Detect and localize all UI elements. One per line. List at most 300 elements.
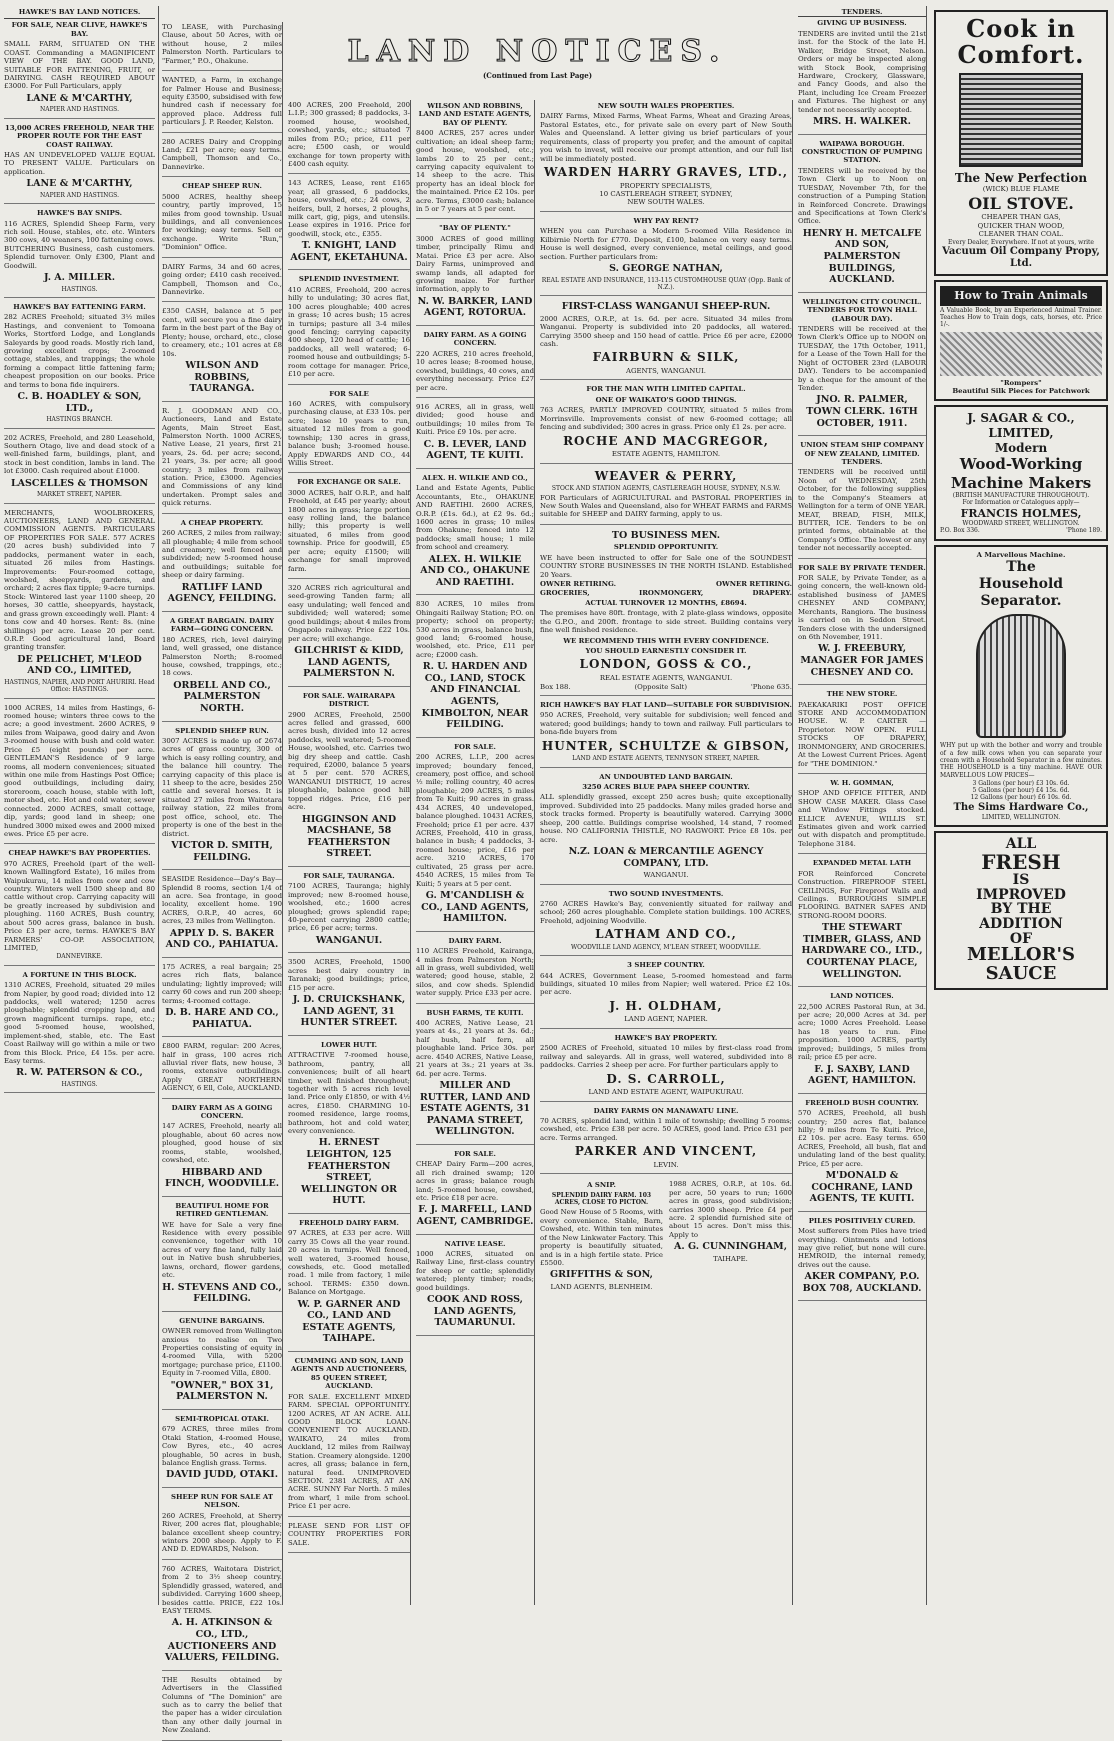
ad-body: 110 ACRES Freehold, Kairanga, 4 miles from Palmerston North; all in grass, well subdivided, well watered; good house, stable, 2 silos, and cow sheds. Splendid water supply. Price £33 per acre. bbox=[416, 947, 534, 998]
ad-agent: JNO. R. PALMER, TOWN CLERK. 16TH OCTOBER, 1911. bbox=[806, 394, 918, 429]
ad-heading: BUSH FARMS, TE KUITI. bbox=[426, 1008, 524, 1017]
ad-list bbox=[4, 21, 155, 1093]
ad-cell: P.O. Box 336. bbox=[940, 527, 980, 535]
ad-agent: VICTOR D. SMITH, FEILDING. bbox=[171, 840, 273, 863]
ad-body: HAS AN UNDEVELOPED VALUE EQUAL TO PRESENT VALUE. Particulars on application. bbox=[4, 150, 155, 176]
ad-body: 3000 ACRES, half O.R.P., and half Freehold, at £45 per yearly; about 1800 acres in grass; large portion easy rolling land, the balance hilly; this property is well situated, 6 miles from good township. Price for goodwill, £5 per acre; equity £1500; will exchange for small improved farm. bbox=[288, 488, 410, 573]
ad-headline: Cook in bbox=[966, 14, 1076, 43]
ad-agent: DAVID JUDD, OTAKI. bbox=[165, 1469, 278, 1481]
ad-heading: CUMMING AND SON, LAND AGENTS AND AUCTIONEERS, 85 QUEEN STREET, AUCKLAND. bbox=[290, 1357, 408, 1391]
classified-ad bbox=[4, 303, 155, 429]
classified-ad bbox=[162, 182, 282, 257]
ad-heading: FOR SALE BY PRIVATE TENDER. bbox=[798, 563, 926, 572]
column-two bbox=[162, 22, 283, 1735]
ad-body: 970 ACRES, Freehold (part of the well-known Wallingford Estate), 16 miles from Waipukurau, 14 miles from cow and cow country. Winters well 1500 sheep and 80 cattle without crop. Carrying capacity will be greatly increased by subdivision and ploughing. 1160 ACRES, Bush country, about 500 acres grass, balance in bush. Price £3 per acre, terms. HAWKE'S BAY FARMERS' CO-OP. ASSOCIATION, LIMITED, bbox=[4, 859, 155, 952]
ad-heading: FOR SALE, TAURANGA. bbox=[303, 871, 395, 880]
ad-place: MARKET STREET, NAPIER. bbox=[37, 491, 122, 499]
classified-ad bbox=[416, 1009, 534, 1145]
ad-body: 950 ACRES, Freehold, very suitable for subdivision; well fenced and watered; good buildings; handy to town and railway. Full particulars to bona-fide buyers from bbox=[540, 711, 792, 737]
classified-ad bbox=[416, 474, 534, 596]
ad-heading: SPLENDID INVESTMENT. bbox=[298, 275, 400, 284]
classified-ad bbox=[288, 179, 410, 270]
ad-line: 10 CASTLEREAGH STREET, SYDNEY, bbox=[599, 190, 733, 198]
ad-body: Land and Estate Agents, Public Accountants, Etc., OHAKUNE AND RAETIHI. 2600 ACRES, O.R.P. (£1s. 6d.), at £2 9s. 6d.; 1600 acres in grass; 10 miles from Ohakune; fenced into 12 paddocks; small house; 1 mile from school and creamery. bbox=[416, 484, 534, 552]
classified-ad bbox=[798, 779, 926, 854]
column-header: TENDERS. bbox=[798, 8, 926, 17]
classified-ad bbox=[798, 298, 926, 436]
classified-ad bbox=[162, 875, 282, 958]
classified-ad bbox=[798, 1099, 926, 1212]
ad-cell: GROCERIES, bbox=[540, 588, 590, 597]
ad-heading: FOR SALE bbox=[329, 389, 369, 398]
ad-place: TAIHAPE. bbox=[713, 1254, 748, 1263]
ad-place: HASTINGS. bbox=[61, 285, 98, 293]
ad-place: LAND AGENT, NAPIER. bbox=[624, 1015, 708, 1024]
page-subtitle: (Continued from Last Page) bbox=[482, 71, 593, 80]
oil-stove-illustration bbox=[959, 73, 1083, 167]
ad-heading: 3 SHEEP COUNTRY. bbox=[627, 961, 705, 970]
ad-heading: TO BUSINESS MEN. bbox=[611, 529, 721, 541]
ad-row bbox=[940, 527, 1102, 534]
ad-subheading: 3250 ACRES BLUE PAPA SHEEP COUNTRY. bbox=[582, 782, 750, 791]
ad-body: 1000 ACRES, situated on Railway Line, first-class country for sheep or cattle; splendidly watered; plenty timber; roads; good buildings. bbox=[416, 1250, 534, 1292]
ad-heading: DAIRY FARM. AS A GOING CONCERN. bbox=[423, 331, 527, 348]
ad-heading: SHEEP RUN FOR SALE AT NELSON. bbox=[171, 1492, 273, 1510]
ad-row bbox=[540, 580, 792, 588]
ad-body: 260 ACRES, 2 miles from railway; all ploughable; 4 mile from school and creamery; well fenced and subdivided; new 5-roomed house and outbuildings; suitable for sheep or dairy farming. bbox=[162, 529, 282, 580]
classified-ad bbox=[162, 263, 282, 303]
ad-agent: HIGGINSON AND MACSHANE, 58 FEATHERSTON STREET. bbox=[301, 813, 397, 860]
ad-place: WOODVILLE LAND AGENCY, M'LEAN STREET, WOODVILLE. bbox=[571, 943, 761, 951]
ad-heading: A GREAT BARGAIN. DAIRY FARM—GOING CONCERN. bbox=[169, 616, 275, 634]
ad-heading: SEMI-TROPICAL OTAKI. bbox=[175, 1414, 269, 1423]
ad-body: FOR Reinforced Concrete Construction. FIREPROOF STEEL CEILINGS, For Fireproof Walls and Ceilings. BURROUGHS SIMPLE FLOORING. BATNER SAFES AND STRONG-ROOM DOORS. bbox=[798, 869, 926, 920]
ad-body: 410 ACRES, Freehold, 200 acres hilly to undulating; 30 acres flat, 100 acres ploughable; 400 acres in grass; 10 acres bush; 15 acres in turnips; pasture all 3-4 miles good fencing; carrying capacity 400 sheep, 120 head of cattle; 16 paddocks, all well watered; 6-roomed house and outbuildings; 5-room cottage for manager. Price, £10 per acre. bbox=[288, 285, 410, 379]
ad-headline: SAUCE bbox=[985, 963, 1057, 985]
ad-list bbox=[416, 102, 534, 1336]
ad-body: SMALL FARM, SITUATED ON THE COAST. Commanding a MAGNIFICENT VIEW OF THE BAY. GOOD LAND, SUITABLE FOR FATTENING, FRUIT, or DAIRYING. CASH REQUIRED ABOUT £3000. For Full Particulars, apply bbox=[4, 40, 155, 91]
column-header: HAWKE'S BAY LAND NOTICES. bbox=[4, 8, 155, 19]
ad-place: HASTINGS BRANCH. bbox=[46, 416, 113, 424]
ad-limited-capital bbox=[540, 385, 792, 463]
ad-place: DANNEVIRKE. bbox=[56, 953, 103, 961]
ad-body: DAIRY Farms, 34 and 60 acres, going order; £410 cash received. Campbell, Thomson and Co., Dannevirke. bbox=[162, 262, 282, 296]
ad-agent: J. A. MILLER. bbox=[43, 272, 116, 284]
ad-vincent bbox=[540, 1107, 792, 1175]
classified-ad bbox=[416, 600, 534, 737]
ad-body: 320 ACRES rich agricultural and seed-growing Tanden farm; all easy undulating; well fenced and subdivided; well watered; some good buildings; about 4 miles from Ongapolo railway. Price £22 10s. per acre; will exchange. bbox=[288, 583, 410, 643]
ad-agent: C. B. HOADLEY & SON, LTD., bbox=[17, 391, 142, 414]
ad-heading: ALEX. H. WILKIE AND CO., bbox=[422, 473, 528, 482]
ad-agent: DE PELICHET, M'LEOD AND CO., LIMITED, bbox=[17, 653, 142, 677]
ad-agent: F. J. MARFELL, LAND AGENT, CAMBRIDGE. bbox=[416, 1204, 534, 1227]
ad-headline: The bbox=[1006, 559, 1036, 576]
classified-ad bbox=[288, 1357, 410, 1517]
ad-agent: LANE & M'CARTHY, bbox=[26, 92, 133, 104]
ad-agent: J. H. OLDHAM, bbox=[609, 998, 723, 1013]
ad-agent: HIBBARD AND FINCH, WOODVILLE. bbox=[164, 1166, 280, 1190]
ad-line: STOCK AND STATION AGENTS, CASTLEREAGH HOUSE, SYDNEY, N.S.W. bbox=[551, 485, 781, 493]
ad-body: TO LEASE, with Purchasing Clause, about 50 Acres, with or without house, 2 miles Palmerston North. Particulars to "Farmer," P.O., Ohakune. bbox=[162, 23, 282, 65]
ad-agent: LASCELLES & THOMSON bbox=[10, 477, 149, 489]
ad-agent: S. GEORGE NATHAN, bbox=[609, 262, 723, 274]
ad-headline: Machine Makers bbox=[950, 473, 1092, 492]
ad-body: SEASIDE Residence—Day's Bay—Splendid 8 rooms, section 1/4 of an acre. Sea frontage, in good locality, excellent home. 190 ACRES, O.R.P., 40 acres, 60 acres, 23 miles from Wellington. bbox=[162, 875, 282, 926]
ad-headline: OF bbox=[1009, 930, 1033, 947]
ad-line: CLEANER THAN COAL. bbox=[978, 230, 1064, 239]
ad-heading: UNION STEAM SHIP COMPANY OF NEW ZEALAND, LIMITED. TENDERS. bbox=[800, 441, 924, 466]
masthead bbox=[290, 34, 785, 80]
ad-agent: W. J. FREEBURY, MANAGER FOR JAMES CHESNEY AND CO. bbox=[800, 643, 924, 678]
column-four bbox=[416, 100, 535, 1605]
ad-body: FOR Particulars of AGRICULTURAL and PASTORAL PROPERTIES in New South Wales and Queensland, also for WHEAT FARMS and FARMS suitable for SHEEP and DAIRY farming, apply to us. bbox=[540, 493, 792, 519]
classified-ad bbox=[162, 1565, 282, 1671]
classified-ad bbox=[162, 617, 282, 722]
ad-oldham bbox=[540, 961, 792, 1029]
ad-agent: A. H. ATKINSON & CO., LTD., AUCTIONEERS AND VALUERS, FEILDING. bbox=[164, 1617, 280, 1664]
ad-papa bbox=[540, 773, 792, 885]
ad-mellors-sauce bbox=[934, 831, 1108, 990]
ad-body: 5000 ACRES, healthy sheep country, partly improved, 15 miles from good township. Usual buildings, and all conveniences for working; easy terms. Sell or exchange. Write "Run," "Dominion" Office. bbox=[162, 192, 282, 252]
ad-headline: MELLOR'S bbox=[966, 944, 1076, 966]
ad-body: DAIRY Farms, Mixed Farms, Wheat Farms, Wheat and Grazing Areas, Pastoral Estates, etc., for private sale on every part of New South Wales and Queensland. A letter giving us brief particulars of your requirements, class of property you prefer, and the amount of capital you wish to invest, will receive our prompt attention, and our full list will be immediately posted. bbox=[540, 112, 792, 163]
ad-body: 763 ACRES, PARTLY IMPROVED COUNTRY, situated 5 miles from Morrinsville. Improvements consist of new 6-roomed cottage; all fencing and subdivided; 300 acres in grass. Price only £1 2s. per acre. bbox=[540, 406, 792, 432]
ad-body: PAEKAKARIKI POST OFFICE STORE AND ACCOMMODATION HOUSE. W. P. CARTER — Proprietor. NOW OPEN. FULL STOCKS OF DRAPERY, IRONMONGERY, AND GROCERIES. At the Lowest Current Prices. Agent for "THE DOMINION." bbox=[798, 700, 926, 768]
ad-agent: A. G. CUNNINGHAM, bbox=[674, 1241, 787, 1253]
ad-place: LIMITED, WELLINGTON. bbox=[981, 813, 1061, 821]
classified-ad bbox=[162, 963, 282, 1037]
ad-body: FOR SALE. EXCELLENT MIXED FARM. SPECIAL OPPORTUNITY. 1200 ACRES, AT AN ACRE. ALL GOOD BLOCK LOAN-CONVENIENT TO AUCKLAND. WAIKATO, 24 miles from Auckland, 12 miles from Railway Station. Creamery alongside. 1200 acres, all grass; balance in fern, natural feed. UNIMPROVED SECTION. 2381 ACRES, AT AN ACRE. SUNNY Far North. 5 miles from wharf, 1 mile from school. Price £1 per acre. bbox=[288, 1392, 410, 1511]
ad-heading: FOR SALE. WAIRARAPA DISTRICT. bbox=[302, 691, 396, 709]
classified-ad bbox=[162, 727, 282, 871]
ad-cell: DRAPERY. bbox=[752, 588, 792, 597]
ad-body: 147 ACRES, Freehold, nearly all ploughable, about 60 acres now ploughed, good house of six rooms, stable, woolshed, cowshed, etc. bbox=[162, 1122, 282, 1165]
ad-subheading: SPLENDID OPPORTUNITY. bbox=[613, 543, 719, 552]
ad-agent: GRIFFITHS & SON, bbox=[549, 1269, 653, 1281]
ad-line: QUICKER THAN WOOD, bbox=[977, 221, 1065, 230]
ad-heading: FOR SALE. bbox=[454, 1149, 496, 1158]
classified-ad bbox=[416, 331, 534, 398]
ad-body: 570 ACRES, Freehold, all bush country; 250 acres flat, balance hilly; 9 miles from Te Kuiti. Price, £2 10s. per acre. Easy terms. 650 ACRES, Freehold, all bush, flat and undulating land of the best quality. Price, £5 per acre. bbox=[798, 1109, 926, 1168]
ad-line: Every Dealer, Everywhere. If not at yours, write bbox=[948, 238, 1094, 246]
ad-agent: D. S. CARROLL, bbox=[606, 1071, 726, 1086]
ad-agent: J. D. CRUICKSHANK, LAND AGENT, 31 HUNTER STREET. bbox=[292, 994, 406, 1029]
ad-line: "Rompers" bbox=[1000, 378, 1042, 387]
ad-line: YOU SHOULD EARNESTLY CONSIDER IT. bbox=[585, 647, 747, 656]
ad-line: 3 Gallons (per hour) £3 10s. 6d. bbox=[972, 779, 1070, 787]
classified-ad bbox=[162, 1493, 282, 1560]
classified-ad bbox=[162, 76, 282, 133]
ad-body: 3000 ACRES of good milling timber, principally Rimu and Matai. Price £3 per acre. Also Dairy Farms, unimproved and swamp lands, all adapted for growing maize. For further information, apply to bbox=[416, 234, 534, 294]
ad-agent: F. J. SAXBY, LAND AGENT, HAMILTON. bbox=[808, 1063, 916, 1087]
ad-cell: Box 188. bbox=[540, 682, 571, 691]
ad-line: 5 Gallons (per hour) £4 15s. 6d. bbox=[972, 787, 1070, 795]
ad-body: 400 ACRES, Native Lease, 21 years at 4s., 21 years at 3s. 6d.; half bush, half fern, all ploughable land. Price 30s. per acre. 4540 ACRES, Native Lease, 21 years at 3s.; 21 years at 3s. 6d. per acre. Terms. bbox=[416, 1019, 534, 1078]
ad-body: 143 ACRES, Lease, rent £165 year, all grassed, 6 paddocks, house, cowshed, etc.; 24 cows, 2 heifers, bull, 2 horses, 2 ploughs, milk cart, gig, pigs, and utensils. Lease expires in 1916. Price for goodwill, stock, etc., £355. bbox=[288, 179, 410, 238]
ad-body: 679 ACRES, three miles from Otaki Station, 4-roomed House, Cow Byres, etc., 40 acres ploughable, 50 acres in bush, balance English grass. Terms. bbox=[162, 1425, 282, 1467]
ad-wanganui bbox=[540, 301, 792, 380]
ad-agent: LONDON, GOSS & CO., bbox=[579, 657, 753, 672]
ad-agent: M'DONALD & COCHRANE, LAND AGENTS, TE KUITI. bbox=[809, 1170, 915, 1205]
ad-body: PLEASE SEND FOR LIST OF COUNTRY PROPERTIES FOR SALE. bbox=[288, 1521, 410, 1547]
ad-heading: FOR EXCHANGE OR SALE. bbox=[297, 478, 401, 487]
ad-line: WOODWARD STREET, WELLINGTON. bbox=[962, 519, 1080, 527]
classified-ad bbox=[4, 704, 155, 845]
ad-agent: MRS. H. WALKER. bbox=[813, 116, 911, 128]
ad-heading: AN UNDOUBTED LAND BARGAIN. bbox=[599, 772, 733, 781]
classified-ad bbox=[162, 1317, 282, 1410]
classified-ad bbox=[416, 403, 534, 469]
classified-ad bbox=[288, 101, 410, 174]
ad-cell: IRONMONGERY, bbox=[638, 588, 704, 597]
ad-body: WHEN you can Purchase a Modern 5-roomed Villa Residence in Kilbirnie North for £770. Deposit, £100, balance on very easy terms. House is well designed, every convenience, metal ceilings, and good section. Further particulars from: bbox=[540, 227, 792, 261]
ad-body: FOR SALE, by Private Tender, as a going concern, the well-known old-established business of JAMES CHESNEY AND COMPANY, Merchants, Rangiora. The business is carried on in Seddon Street. Tenders close with the undersigned on 6th November, 1911. bbox=[798, 574, 926, 641]
ad-heading: CHEAP SHEEP RUN. bbox=[182, 182, 262, 191]
ad-body: £800 FARM, regular: 200 Acres, half in grass, 100 acres rich alluvial river flats, new house, 3 rooms, extensive outbuildings. Apply GREAT NORTHERN AGENCY, 6 Ell, Cole, AUCKLAND. bbox=[162, 1042, 282, 1093]
ad-body: 2900 ACRES, Freehold, 2500 acres felled and grassed, 600 acres bush, divided into 12 acres paddocks, well watered; 5-roomed House, woolshed, etc. Carries two big dry sheep and cattle. Cash required, £2000, balance 5 years at 5 per cent. 570 ACRES, WANGANUI DISTRICT, 19 acres ploughable, balance good hill topped ridges. Price, £16 per acre. bbox=[288, 710, 410, 812]
ad-body: 3500 ACRES, Freehold, 1500 acres best dairy country in Taranaki; good buildings; price, £15 per acre. bbox=[288, 958, 410, 992]
column-display-ads bbox=[932, 6, 1110, 1605]
ad-place: NAPIER AND HASTINGS. bbox=[40, 191, 119, 199]
classified-ad bbox=[288, 692, 410, 867]
ad-body: 260 ACRES, Freehold, at Sherry River, 200 acres flat, ploughable; balance excellent sheep country; winters 2000 sheep. Apply to F. AND D. EDWARDS, Nelson. bbox=[162, 1511, 282, 1554]
classified-ad bbox=[798, 19, 926, 134]
ad-sagar bbox=[934, 405, 1108, 540]
ad-body: MERCHANTS, WOOLBROKERS, AUCTIONEERS, LAND AND GENERAL COMMISSION AGENTS. PARTICULARS OF PROPERTIES FOR SALE. 577 ACRES (20 acres bush) subdivided into 7 paddocks, permanent water in each, situated 26 miles from Hastings. Improvements: Four-roomed cottage, woolshed, sheepyards, gardens, and orchard; 2 acres flax tipple; 9-acre turnips. Stock: Wintered last year 1100 sheep, 20 horses, 30 cattle, sheepyards, haystack, and grass grown exceedingly well. Plant: 4 tons cow and 40 horses. Rent: 8s. (nine shillings) per acre. Lease 20 per cent. O.R.P. Good agricultural land, Board granting transfer. bbox=[4, 508, 155, 652]
ad-heading: HAWKE'S BAY PROPERTY. bbox=[614, 1033, 718, 1042]
ad-body: TENDERS will be received by the Town Clerk up to Noon on TUESDAY, November 7th, for the construction of a Pumping Station in Reinforced Concrete. Drawings and Specifications at Town Clerk's Office. bbox=[798, 166, 926, 226]
ad-agent: GILCHRIST & KIDD, LAND AGENTS, PALMERSTON N. bbox=[294, 644, 404, 680]
ad-heading: PILES POSITIVELY CURED. bbox=[808, 1216, 916, 1225]
classified-ad bbox=[798, 859, 926, 987]
ad-agent: HUNTER, SCHULTZE & GIBSON, bbox=[541, 738, 791, 753]
ad-body: CHEAP Dairy Farm—200 acres, all rich drained swamp; 120 acres in grass; balance rough land; 5-roomed house, cowshed, etc. Price £18 per acre. bbox=[416, 1160, 534, 1202]
ad-business bbox=[540, 530, 792, 696]
ad-body: 280 ACRES Dairy and Cropping Land; £21 per acre; easy terms. Campbell, Thomson and Co., Dannevirke. bbox=[162, 137, 282, 171]
ad-heading: 13,000 ACRES FREEHOLD, NEAR THE PROPER ROUTE FOR THE EAST COAST RAILWAY. bbox=[5, 123, 154, 149]
ad-body: 116 ACRES, Splendid Sheep Farm, very rich soil. House, stables, etc. etc. Winters 300 cows, 40 weaners, 100 fattening cows. BUTCHERING Business, cash customers. Splendid turnover. Only £300, Plant and Goodwill. bbox=[4, 219, 155, 270]
ad-body: A Valuable Book, by an Experienced Animal Trainer. Teaches How to Train dogs, cats, horses, etc. Price 1/-. bbox=[940, 306, 1102, 329]
ad-place: NAPIER AND HASTINGS. bbox=[40, 106, 119, 114]
ad-agent: C. B. LEVER, LAND AGENT, TE KUITI. bbox=[423, 438, 527, 462]
classified-ad bbox=[4, 434, 155, 504]
ad-headline: Household bbox=[978, 576, 1064, 593]
ad-agent: PARKER AND VINCENT, bbox=[574, 1144, 758, 1159]
classified-ad bbox=[162, 1104, 282, 1197]
page-title: LAND NOTICES. bbox=[347, 34, 728, 69]
ad-body: 8400 ACRES, 257 acres under cultivation; an ideal sheep farm; good house, woolshed, etc.; lambs 20 to 25 per cent.; carrying capacity equivalent to 14 sheep to the acre. This property has an ideal block for the maintained. Price £2 10s. per acre. Terms, £3000 cash; balance in 5 or 7 years at 5 per cent. bbox=[416, 129, 534, 214]
column-five bbox=[540, 100, 793, 1605]
ad-heading: NEW SOUTH WALES PROPERTIES. bbox=[597, 102, 735, 110]
classified-ad bbox=[416, 1240, 534, 1336]
ad-body: 70 ACRES, splendid land, within 1 mile of township; dwelling 5 rooms; cowshed, etc. Price £38 per acre. 50 ACRES, good land. Price £31 per acre. Terms arranged. bbox=[540, 1117, 792, 1142]
classified-ad bbox=[4, 849, 155, 965]
ad-train-animals bbox=[934, 280, 1108, 401]
ad-list bbox=[798, 19, 926, 1301]
ad-place: ESTATE AGENTS, HAMILTON. bbox=[611, 450, 721, 459]
classified-ad bbox=[416, 937, 534, 1004]
ad-heading: BEAUTIFUL HOME FOR RETIRED GENTLEMAN. bbox=[175, 1201, 269, 1219]
ad-heading: CHEAP HAWKE'S BAY PROPERTIES. bbox=[8, 849, 151, 858]
classified-ad bbox=[288, 390, 410, 474]
classified-ad bbox=[288, 958, 410, 1035]
ad-cunningham bbox=[669, 1179, 792, 1291]
classified-ad bbox=[416, 1150, 534, 1235]
ad-product: The New Perfection bbox=[954, 170, 1088, 185]
ad-body: TENDERS are invited until the 21st inst. for the Stock of the late H. Walker, Bridge Street, Nelson. Orders or may be inspected along with Stock Book, comprising Hardware, Crockery, Glassware, and Fancy Goods, and also the Plant, including Ice Cream Freezer and Fixtures. The highest or any tender not necessarily accepted. bbox=[798, 29, 926, 114]
ad-heading: THE NEW STORE. bbox=[826, 690, 898, 699]
classified-ad bbox=[162, 519, 282, 612]
ad-place: HASTINGS. bbox=[61, 1080, 98, 1088]
ad-headline: Separator. bbox=[980, 593, 1062, 610]
ad-headline: Comfort. bbox=[957, 40, 1085, 70]
classified-ad bbox=[4, 971, 155, 1094]
ad-line: REAL ESTATE AGENTS, WANGANUI. bbox=[599, 674, 733, 683]
ad-cell: 'Phone 189. bbox=[1066, 527, 1102, 535]
ad-subheading: ONE OF WAIKATO'S GOOD THINGS. bbox=[595, 395, 737, 404]
ad-body: R. J. GOODMAN AND CO., Auctioneers, Land and Estate Agents, Main Street East, Palmerston North. 1000 ACRES, Native Lease, 21 years, first 21 years, 2s. 6d. per acre; second, 21 years, 3s. per acre; all good country; 3 miles from railway station. Price, £3000. Agencies and Commissions of any kind undertaken. Prompt sales and quick returns. bbox=[162, 406, 282, 508]
ad-agent: AKER COMPANY, P.O. BOX 708, AUCKLAND. bbox=[802, 1271, 922, 1294]
classified-ad bbox=[798, 564, 926, 686]
ad-subheading: SPLENDID DAIRY FARM. 103 ACRES, CLOSE TO PICTON. bbox=[551, 1191, 652, 1207]
ad-line: For Information or Catalogues apply— bbox=[962, 499, 1080, 507]
ad-cell: OWNER RETIRING. bbox=[540, 580, 617, 589]
ad-body: WE have for Sale a very fine Residence with every possible convenience, together with 10 acres of very fine land, fully laid out in Native bush shrubberies, lawns, orchard, flower gardens, etc. bbox=[162, 1220, 282, 1280]
ad-body: 2500 ACRES of Freehold, situated 10 miles by first-class road from railway and saleyards. All in grass, well watered, subdivided into 8 paddocks. Carries 2 sheep per acre. For further particulars apply to bbox=[540, 1044, 792, 1070]
ad-heading: FOR SALE, NEAR CLIVE, HAWKE'S BAY. bbox=[11, 21, 148, 38]
ad-body: ALL splendidly grassed, except 250 acres bush; quite exceptionally improved. Subdivided into 25 paddocks. Many miles graded horse and stock tracks formed. Property is beautifully watered. Carrying 3000 sheep, 200 cattle. Buildings comprise woolshed, 14 stand, 7 roomed house. NO CALIFORNIA THISTLE, NO RAGWORT. Price £8 10s. per acre. bbox=[540, 793, 792, 844]
ad-body: 3007 ACRES is made up of 2674 acres of grass country, 300 of which is easy rolling country, and the balance hill country. The carrying capacity of this place is 11 sheep to the acre, besides 250 cattle and several horses. It is situated 27 miles from Waitotara railway station, 22 miles from post office, school, etc. The property is one of the best in the district. bbox=[162, 736, 282, 838]
ad-headline: A Marvellous Machine. bbox=[976, 550, 1066, 559]
ad-body: 282 ACRES Freehold; situated 3½ miles Hastings, and convenient to Tomoana Works, Stortford Lodge, and Longlands Saleyards by good roads. Mostly rich land, growing excellent crops; 2-roomed cottage, stables, and trappings; the whole forming a compact little fattening farm; cheapest proposition on our books. Price and terms to bona fide inquirers. bbox=[4, 313, 155, 389]
ad-body: £350 CASH, balance at 5 per cent., will secure you a fine dairy farm in the best part of the Bay of Plenty; house, orchard, etc., close to creamery, etc.; 101 acres at £8 10s. bbox=[162, 307, 282, 358]
ad-body: 1000 ACRES, 14 miles from Hastings, 6-roomed house; winters three cows to the acre; a good investment. 2600 ACRES, 9 miles from Waipawa, good dairy and Avon 3-roomed house with bush and cold water. Price £5 (eight pounds) per acre. GENTLEMAN'S Residence of 9 large rooms, all modern conveniences; situated within one mile from Hastings Post Office; good outbuildings, including dairy, storeroom, coach house, stable with loft, motor shed, etc. Hot and cold water, sewer connected. 2000 ACRES, small cottage, dip, yards; good land in sheep; one hundred 3000 mixed ewes and 2000 mixed ewes. Price £5 per acre. bbox=[4, 703, 155, 838]
ad-heading: FOR SALE. bbox=[454, 742, 496, 751]
ad-body: 180 ACRES, rich, level dairying land, well grassed, one distance Palmerston North; 8-roomed house, cowshed, trappings, etc.; 18 cows. bbox=[162, 635, 282, 678]
column-three bbox=[288, 100, 411, 1605]
ad-agent: ROCHE AND MACGREGOR, bbox=[563, 433, 769, 448]
ad-body: WANTED, a Farm, in exchange for Palmer House and Business; equity £3500, subsidised with few hundred cash if necessary for approved place. Address full particulars J. P. Reeder, Kelston. bbox=[162, 76, 282, 127]
ad-agent: RATLIFF LAND AGENCY, FEILDING. bbox=[167, 581, 277, 605]
ad-company: Vacuum Oil Company Propy, Ltd. bbox=[942, 245, 1100, 270]
ad-place: HASTINGS, NAPIER, AND PORT AHURIRI. Head Office: HASTINGS. bbox=[4, 678, 155, 694]
ad-cook-in-comfort bbox=[934, 10, 1108, 276]
classified-ad bbox=[162, 138, 282, 178]
ad-headline: ADDITION bbox=[979, 916, 1063, 933]
ad-heading: GENUINE BARGAINS. bbox=[179, 1316, 265, 1325]
ad-heading: RICH HAWKE'S BAY FLAT LAND—SUITABLE FOR SUBDIVISION. bbox=[540, 700, 792, 709]
ad-body: 200 ACRES, L.I.P., 200 acres improved; boundary fenced, creamery, post office, and school ½ mile; rolling country, 40 acres ploughable; 209 ACRES, 5 miles from Te Kuiti; 90 acres in grass. 434 ACRES, 40 undeveloped, balance ploughed. 10431 ACRES, Freehold; price £1 per acre. 437 ACRES, Freehold, 410 in grass, balance in bush; 4 paddocks, 3-roomed house; price, £16 per acre. 3210 ACRES, 170 cultivated, 25 grass per acre. 4540 ACRES, 15 miles from Te Kuiti; 5 years at 5 per cent. bbox=[416, 753, 534, 888]
ad-agent: APPLY D. S. BAKER AND CO., PAHIATUA. bbox=[165, 927, 279, 951]
ad-snip bbox=[540, 1179, 663, 1291]
ad-heading: WAIPAWA BOROUGH. CONSTRUCTION OF PUMPING STATION. bbox=[801, 139, 923, 165]
ad-heading: FIRST-CLASS WANGANUI SHEEP-RUN. bbox=[561, 301, 771, 313]
ad-agent: HENRY H. METCALFE AND SON, PALMERSTON BUILDINGS, AUCKLAND. bbox=[802, 227, 922, 286]
ad-heading: NATIVE LEASE. bbox=[444, 1239, 506, 1248]
ad-place: LAND AND ESTATE AGENT, WAIPUKURAU. bbox=[588, 1088, 744, 1097]
column-tenders bbox=[798, 6, 927, 1605]
ad-pair bbox=[540, 1179, 792, 1291]
ad-headline: IS bbox=[1012, 871, 1030, 888]
ad-cell: 'Phone 635. bbox=[750, 682, 792, 691]
ad-body: 1310 ACRES, Freehold, situated 29 miles from Napier, by good road; divided into 12 paddocks, well watered; 1250 acres ploughable; splendid cropping land, and grown magnificent turnips. rape, etc.; good 5-roomed house, woolshed, implement-shed, stable, etc. The East Coast Railway will go within a mile or two from this Block. Price, £4 15s. per acre. Easy terms. bbox=[4, 981, 155, 1065]
ad-body: 220 ACRES, 210 acres freehold, 10 acres lease; 8-roomed house, cowshed, buildings, 40 cows, and everything necessary. Price £27 per acre. bbox=[416, 349, 534, 392]
ad-heading: HAWKE'S BAY SNIPS. bbox=[37, 209, 122, 218]
ad-agent: WEAVER & PERRY, bbox=[594, 468, 738, 483]
ad-heading: GIVING UP BUSINESS. bbox=[817, 19, 907, 28]
ad-line: PROPERTY SPECIALISTS, bbox=[619, 181, 713, 190]
ad-list bbox=[162, 23, 282, 1741]
ad-body: THE Results obtained by Advertisers in the Classified Columns of "The Dominion" are such as to carry the belief that the paper has a wider circulation than any other daily journal in New Zealand. bbox=[162, 1675, 282, 1735]
ad-heading: FREEHOLD BUSH COUNTRY. bbox=[805, 1098, 919, 1107]
ad-weaver bbox=[540, 469, 792, 525]
ad-body: 830 ACRES, 10 miles from Ohingaiti Railway Station; P.O. on property; school on property; 530 acres in grass, balance bush, good land; 6-roomed house, woolshed, etc. Price, £11 per acre; £2000 cash. bbox=[416, 600, 534, 659]
classified-ad bbox=[288, 1041, 410, 1214]
classified-ad bbox=[798, 441, 926, 558]
classified-ad bbox=[798, 690, 926, 774]
ad-body: TENDERS will be received at the Town Clerk's Office up to NOON on TUESDAY, the 17th October, 1911, for a Lease of the Town Hall for the Night of OCTOBER 23rd (LABOUR DAY). Tenders to be accompanied by a cheque for the amount of the Tender. bbox=[798, 325, 926, 392]
ad-place: AGENTS, WANGANUI. bbox=[626, 367, 706, 376]
ad-headline: ALL bbox=[1005, 836, 1037, 853]
ad-place: WANGANUI. bbox=[643, 871, 689, 880]
ad-headline: How to Train Animals bbox=[940, 286, 1102, 305]
ad-list bbox=[288, 101, 410, 1553]
ad-headline: IMPROVED bbox=[976, 886, 1066, 903]
ad-body: 2760 ACRES Hawke's Bay, conveniently situated for railway and school; 260 acres ploughable. Complete station buildings. 100 ACRES, Freehold, adjoining Woodville. bbox=[540, 899, 792, 925]
ad-body: 202 ACRES, Freehold, and 280 Leasehold, Southern Otago, live and dead stock of a well-finished farm, buildings, plant, and stock in best condition, lambs in land. The lot £3000. Cash required about £1000. bbox=[4, 433, 155, 476]
rompers-illustration bbox=[940, 332, 1102, 376]
ad-heading: W. H. GOMMAN, bbox=[830, 778, 894, 787]
ad-agent: H. STEVENS AND CO., FEILDING. bbox=[162, 1281, 282, 1305]
ad-body: Good New House of 5 Rooms, with every convenience. Stable, Barn, Cowshed, etc. Within ten minutes of the New Linkwater Factory. This property is beautifully situated, and is in a high fertile state. Price £5500. bbox=[540, 1208, 663, 1267]
ad-row bbox=[540, 683, 792, 691]
ad-line: 12 Gallons (per hour) £6 10s. 6d. bbox=[970, 794, 1072, 802]
ad-heading: WHY PAY RENT? bbox=[633, 216, 699, 225]
ad-body: 175 ACRES, a real bargain; 25 acres rich flats, balance undulating; lightly improved; will carry 60 cows and run 200 sheep; terms; 4-roomed cottage. bbox=[162, 962, 282, 1005]
column-hawkes-bay bbox=[4, 6, 159, 1605]
ad-body: 2000 ACRES, O.R.P., at 1s. 6d. per acre. Situated 34 miles from Wanganui. Property is subdivided into 20 paddocks, all watered. Carrying 3500 sheep and 150 head of cattle. Price £6 per acre, £2000 cash. bbox=[540, 314, 792, 348]
ad-headline: FRESH bbox=[981, 849, 1061, 874]
classified-ad bbox=[798, 1217, 926, 1302]
classified-ad bbox=[162, 1202, 282, 1312]
classified-ad bbox=[162, 407, 282, 514]
ad-cell: (Opposite Salt) bbox=[634, 682, 688, 691]
ad-body: WE have been instructed to offer for Sale one of the SOUNDEST COUNTRY STORE BUSINESSES IN THE NORTH ISLAND. Established 20 Years. bbox=[540, 553, 792, 579]
ad-heading: "BAY OF PLENTY." bbox=[439, 224, 511, 233]
ad-cell: OWNER RETIRING. bbox=[715, 580, 792, 589]
ad-heading: LAND NOTICES. bbox=[830, 992, 894, 1001]
ad-body: 916 ACRES, all in grass, well divided; good house and outbuildings; 10 miles from Te Kuiti. Price £9 10s. per acre. bbox=[416, 402, 534, 437]
classified-ad bbox=[416, 224, 534, 326]
classified-ad bbox=[4, 509, 155, 699]
ad-agent: WARDEN HARRY GRAVES, LTD., bbox=[543, 164, 789, 179]
classified-ad bbox=[416, 102, 534, 219]
ad-heading: SPLENDID SHEEP RUN. bbox=[175, 726, 269, 735]
classified-ad bbox=[4, 124, 155, 204]
ad-body: 97 ACRES, at £33 per acre. Will carry 35 Cows all the year round. 20 acres in turnips. Well fenced, well watered, 3-roomed house, cowsheds, etc. Good metalled road. 1 mile from factory, 1 mile school. TERMS: £350 down. Balance on Mortgage. bbox=[288, 1229, 410, 1297]
ad-hawkes-flat bbox=[540, 701, 792, 768]
ad-heading: A SNIP. bbox=[587, 1181, 616, 1190]
ad-latham bbox=[540, 890, 792, 957]
classified-ad bbox=[162, 307, 282, 401]
ad-agent: WANGANUI. bbox=[315, 934, 383, 946]
ad-product: OIL STOVE. bbox=[968, 193, 1074, 213]
ad-company: J. SAGAR & CO., LIMITED, bbox=[967, 411, 1075, 441]
ad-heading: WILSON AND ROBBINS, LAND AND ESTATE AGENTS, BAY OF PLENTY. bbox=[418, 102, 532, 127]
ad-heading: DAIRY FARM. bbox=[448, 936, 502, 945]
ad-household-separator bbox=[934, 545, 1108, 828]
ad-agent: N.Z. LOAN & MERCANTILE AGENCY COMPANY, LTD. bbox=[568, 845, 764, 869]
